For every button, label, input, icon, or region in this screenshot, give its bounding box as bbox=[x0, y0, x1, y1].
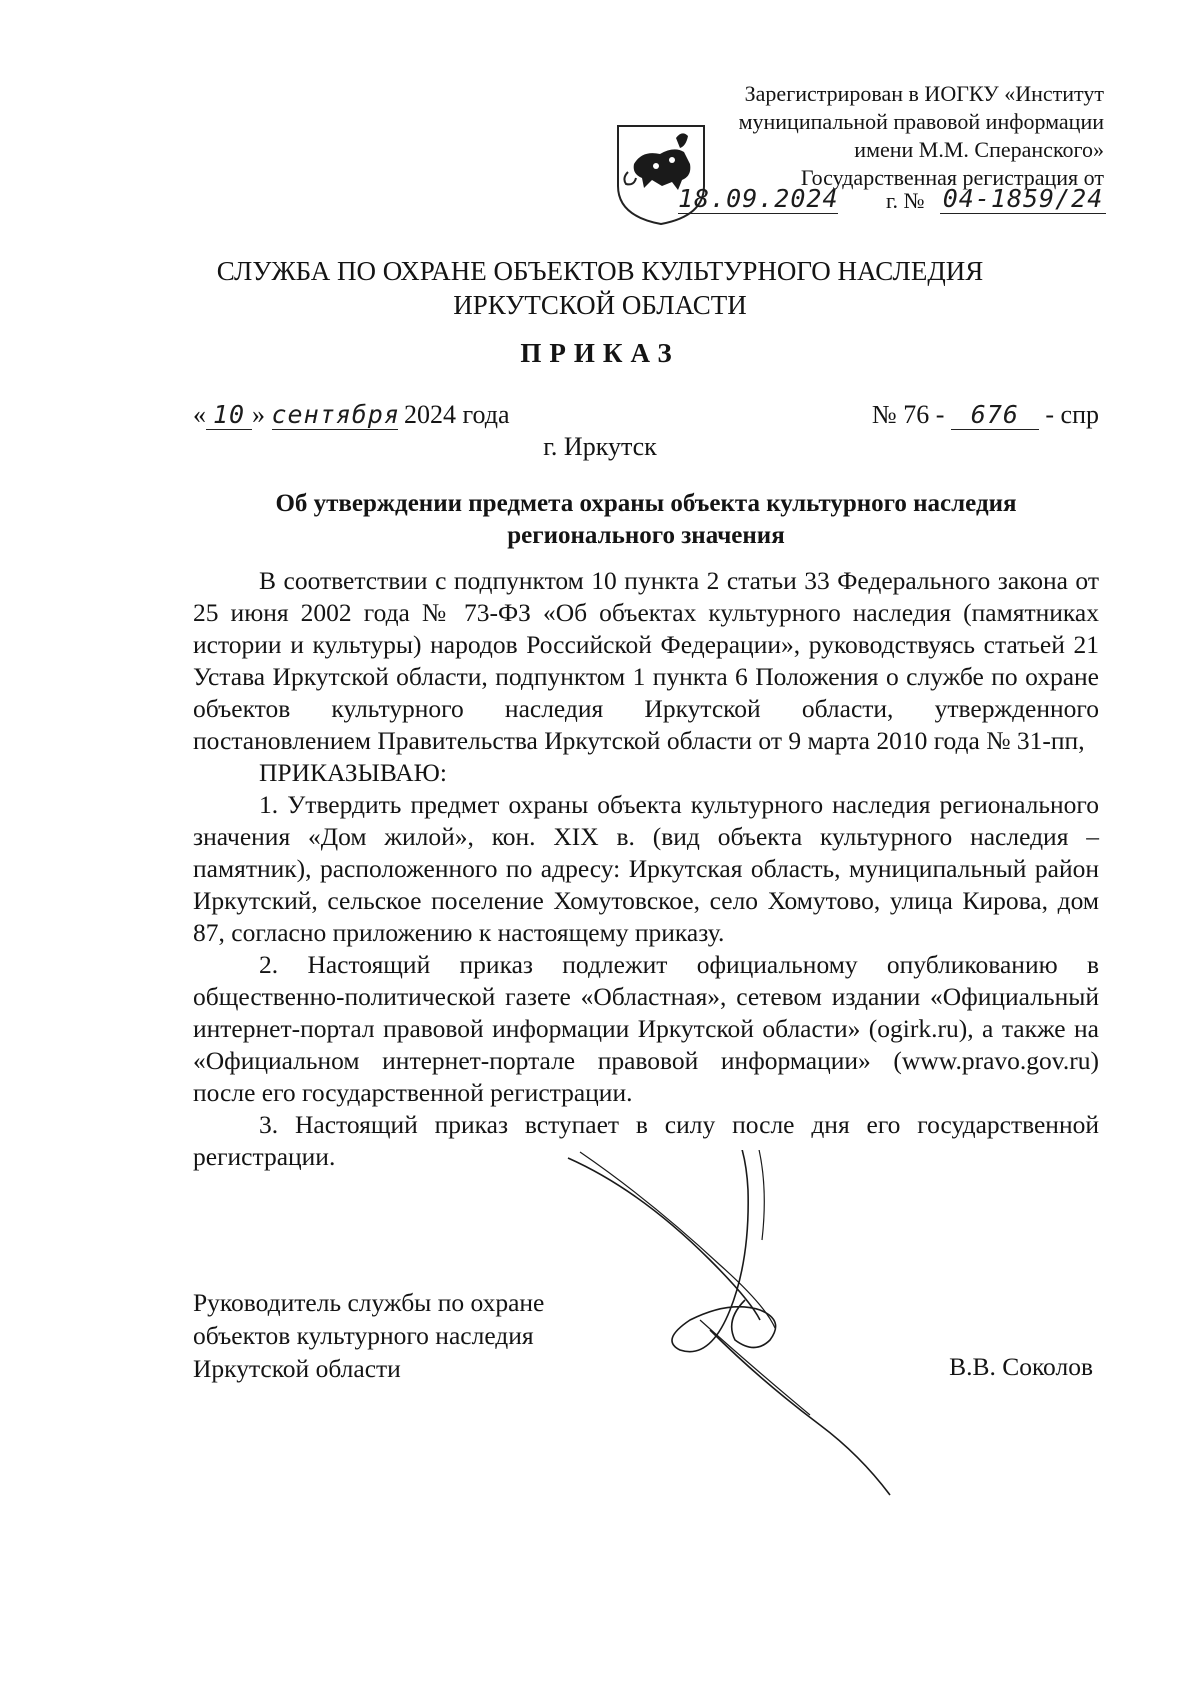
order-number-suffix: - спр bbox=[1045, 400, 1099, 429]
order-number-prefix: № 76 - bbox=[871, 400, 945, 429]
signer-position-line: объектов культурного наследия bbox=[193, 1321, 534, 1350]
order-body bbox=[193, 565, 1099, 1173]
registration-stamp bbox=[634, 80, 1104, 192]
order-word: ПРИКАЗЫВАЮ: bbox=[259, 758, 447, 787]
signer-name: В.В. Соколов bbox=[949, 1352, 1093, 1381]
order-month: сентября bbox=[271, 400, 400, 429]
order-item: 2. Настоящий приказ подлежит официальному опубликованию в общественно-политической газете «Областная», сетевом издании «Официальный интернет-портал правовой информации Иркутской области» (ogirk.ru), а также на «Официальном интернет-портале правовой информации» (www.pravo.gov.ru) после его государственной регистрации. bbox=[193, 950, 1099, 1107]
heading-line: регионального значения bbox=[507, 522, 785, 549]
order-item: 1. Утвердить предмет охраны объекта культурного наследия регионального значения «Дом жилой», кон. XIX в. (вид объекта культурного наследия – памятник), расположенного по адресу: Иркутская область, муниципальный район Иркутский, сельское поселение Хомутовское, село Хомутово, улица Кирова, дом 87, согласно приложению к настоящему приказу. bbox=[193, 790, 1099, 947]
date-open-quote: « bbox=[193, 400, 206, 429]
registration-number-prefix: г. № bbox=[886, 188, 925, 213]
registration-number: 04-1859/24 bbox=[940, 184, 1106, 214]
handwritten-signature-icon bbox=[560, 1150, 920, 1510]
registration-line: имени М.М. Сперанского» bbox=[854, 137, 1104, 162]
signer-position-line: Иркутской области bbox=[193, 1354, 401, 1383]
order-number bbox=[872, 400, 1099, 430]
preamble-paragraph: В соответствии с подпунктом 10 пункта 2 статьи 33 Федерального закона от 25 июня 2002 года № 73-ФЗ «Об объектах культурного наследия (памятниках истории и культуры) народов Российской Федерации», руководствуясь статьей 21 Устава Иркутской области, подпунктом 1 пункта 6 Положения о службе по охране объектов культурного наследия Иркутской области, утвержденного постановлением Правительства Иркутской области от 9 марта 2010 года № 31-пп, bbox=[193, 566, 1099, 755]
signer-position bbox=[193, 1286, 544, 1385]
order-number-value: 676 bbox=[951, 400, 1039, 430]
registration-fill bbox=[668, 182, 1106, 218]
order-item: 3. Настоящий приказ вступает в силу после дня его государственной регистрации. bbox=[193, 1110, 1099, 1171]
agency-title bbox=[0, 254, 1200, 322]
agency-title-line: ИРКУТСКОЙ ОБЛАСТИ bbox=[453, 290, 747, 320]
signer-position-line: Руководитель службы по охране bbox=[193, 1288, 545, 1317]
registration-line: муниципальной правовой информации bbox=[738, 109, 1104, 134]
registration-line: Зарегистрирован в ИОГКУ «Институт bbox=[744, 81, 1104, 106]
agency-title-line: СЛУЖБА ПО ОХРАНЕ ОБЪЕКТОВ КУЛЬТУРНОГО НАСЛЕДИЯ bbox=[216, 256, 984, 286]
document-type: ПРИКАЗ bbox=[520, 338, 680, 368]
registration-line: Государственная регистрация от bbox=[800, 165, 1104, 190]
registration-date: 18.09.2024 bbox=[678, 184, 839, 213]
order-heading bbox=[193, 488, 1099, 552]
order-date bbox=[193, 400, 510, 430]
city: г. Иркутск bbox=[543, 432, 657, 461]
order-day: 10 bbox=[206, 400, 252, 430]
order-year: 2024 года bbox=[404, 400, 510, 429]
heading-line: Об утверждении предмета охраны объекта культурного наследия bbox=[275, 490, 1017, 517]
date-close-quote: » bbox=[252, 400, 265, 429]
